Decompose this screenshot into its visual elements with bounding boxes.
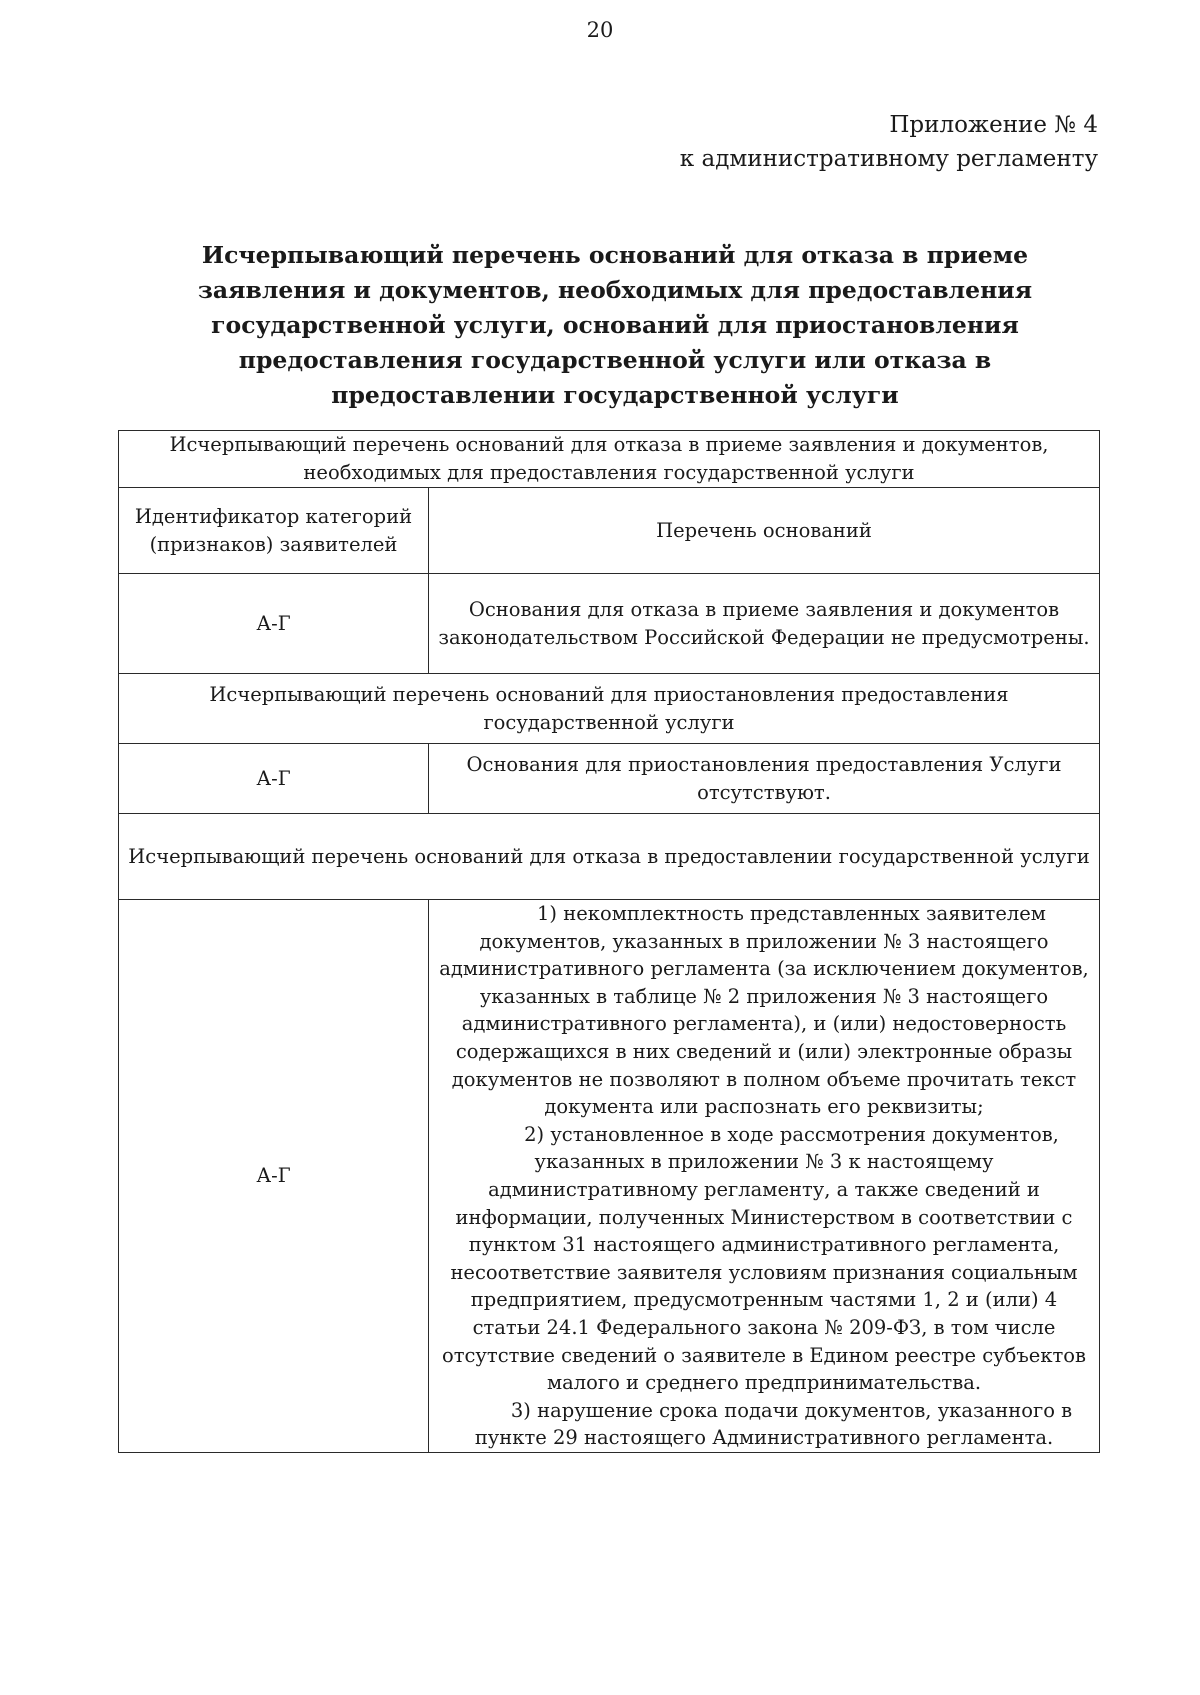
table-row bbox=[119, 574, 1100, 674]
grounds-cell: Основания для приостановления предоставления Услуги отсутствуют. bbox=[429, 744, 1100, 814]
section-header-suspension: Исчерпывающий перечень оснований для приостановления предоставления государственной услуги bbox=[119, 674, 1100, 744]
section-header-row bbox=[119, 431, 1100, 488]
document-title: Исчерпывающий перечень оснований для отказа в приеме заявления и документов, необходимых для предоставления государственной услуги, оснований для приостановления предоставления государственной услуги или отказа в предоставлении государственной услуги bbox=[197, 241, 1033, 409]
section-header-refusal-service: Исчерпывающий перечень оснований для отказа в предоставлении государственной услуги bbox=[119, 814, 1100, 900]
grounds-list-cell bbox=[429, 900, 1100, 1453]
grounds-item: 2) установленное в ходе рассмотрения документов, указанных в приложении № 3 к настоящему административному регламенту, а также сведений и информации, полученных Министерством в соответствии с пунктом 31 настоящего административного регламента, несоответствие заявителя условиям признания социальным предприятием, предусмотренным частями 1, 2 и (или) 4 статьи 24.1 Федерального закона № 209-ФЗ, в том числе отсутствие сведений о заявителе в Едином реестре субъектов малого и среднего предпринимательства. bbox=[441, 1122, 1087, 1395]
appendix-reference bbox=[680, 108, 1098, 176]
identifier-cell: А-Г bbox=[119, 574, 429, 674]
table-row bbox=[119, 744, 1100, 814]
appendix-regulation: к административному регламенту bbox=[679, 146, 1098, 172]
section-header-row bbox=[119, 814, 1100, 900]
grounds-cell: Основания для отказа в приеме заявления и документов законодательством Российской Федерации не предусмотрены. bbox=[429, 574, 1100, 674]
identifier-cell: А-Г bbox=[119, 744, 429, 814]
identifier-cell: А-Г bbox=[119, 900, 429, 1453]
table-row bbox=[119, 900, 1100, 1453]
grounds-item: 3) нарушение срока подачи документов, указанного в пункте 29 настоящего Административного регламента. bbox=[474, 1398, 1073, 1450]
column-header-row bbox=[119, 488, 1100, 574]
appendix-number: Приложение № 4 bbox=[889, 112, 1098, 138]
section-header-row bbox=[119, 674, 1100, 744]
column-header-identifier: Идентификатор категорий (признаков) заявителей bbox=[119, 488, 429, 574]
grounds-item: 1) некомплектность представленных заявителем документов, указанных в приложении № 3 настоящего административного регламента (за исключением документов, указанных в таблице № 2 приложения № 3 настоящего административного регламента), и (или) недостоверность содержащихся в них сведений и (или) электронные образы документов не позволяют в полном объеме прочитать текст документа или распознать его реквизиты; bbox=[439, 902, 1089, 1119]
grounds-table bbox=[118, 430, 1100, 1453]
section-header-refusal-acceptance: Исчерпывающий перечень оснований для отказа в приеме заявления и документов, необходимых для предоставления государственной услуги bbox=[119, 431, 1100, 488]
column-header-grounds: Перечень оснований bbox=[429, 488, 1100, 574]
page-number: 20 bbox=[586, 18, 614, 42]
